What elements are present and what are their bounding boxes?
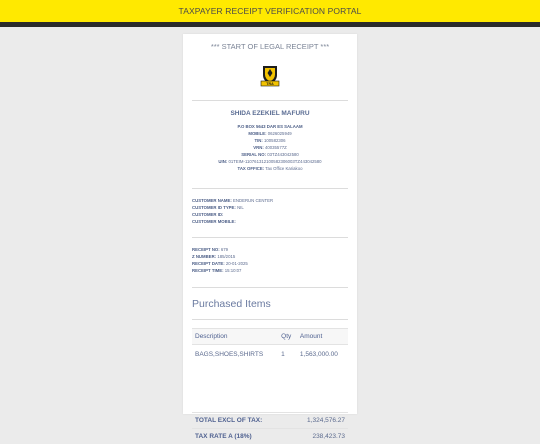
receipt-date: 20-01-2025 (226, 261, 248, 266)
portal-header (0, 0, 540, 22)
column-header-description: Description (192, 329, 278, 345)
item-amount: 1,563,000.00 (297, 345, 348, 365)
business-tax-office: Tax Office Kariakoo (265, 166, 302, 171)
business-serial: 03TZ443042580 (267, 152, 299, 157)
receipt-card (183, 34, 357, 414)
purchased-items-title: Purchased Items (192, 298, 271, 310)
header-divider (0, 22, 540, 27)
total-row (192, 429, 348, 444)
business-name: SHIDA EZEKIEL MAFURU (183, 110, 357, 117)
legal-receipt-header: *** START OF LEGAL RECEIPT *** (183, 42, 357, 51)
total-value: 1,324,576.27 (290, 413, 348, 429)
business-mobile: 0626025949 (268, 131, 292, 136)
divider (192, 287, 348, 288)
business-info: P.O BOX 5643 DAR ES SALAAM MOBILE: 0626025949 TIN: 100582306 VRN: 40035577Z SERIAL NO: 03TZ443042580 UIN: 01TEIM-110761312100582306003TZ443042580 TAX OFFICE: Tax Office Kariakoo (183, 123, 357, 172)
item-qty: 1 (278, 345, 297, 365)
divider (192, 237, 348, 238)
receipt-details: RECEIPT NO: 679 Z NUMBER: 185/2015 RECEIPT DATE: 20-01-2025 RECEIPT TIME: 15:10:07 (192, 246, 350, 274)
customer-name: ENDERUN CENTER (233, 198, 273, 203)
divider (192, 319, 348, 320)
receipt-time: 15:10:07 (225, 268, 242, 273)
table-header-row (192, 329, 348, 345)
business-vrn: 40035577Z (265, 145, 287, 150)
z-number: 185/2015 (217, 254, 235, 259)
total-value: 238,423.73 (290, 429, 348, 444)
table-row (192, 345, 348, 365)
logo-text: TRA (266, 82, 274, 86)
column-header-amount: Amount (297, 329, 348, 345)
portal-title: TAXPAYER RECEIPT VERIFICATION PORTAL (179, 6, 362, 16)
business-tin: 100582306 (264, 138, 286, 143)
tra-logo-icon (257, 62, 283, 88)
business-address: P.O BOX 5643 DAR ES SALAAM (237, 124, 302, 129)
customer-info: CUSTOMER NAME: ENDERUN CENTER CUSTOMER ID TYPE: NIL CUSTOMER ID: CUSTOMER MOBILE: (192, 197, 350, 225)
business-uin: 01TEIM-110761312100582306003TZ443042580 (228, 159, 321, 164)
total-label: TAX RATE A (18%) (192, 429, 290, 444)
divider (192, 100, 348, 101)
purchased-items-table (192, 328, 348, 364)
total-label: TOTAL EXCL OF TAX: (192, 413, 290, 429)
divider (192, 188, 348, 189)
item-description: BAGS,SHOES,SHIRTS (192, 345, 278, 365)
totals-table (192, 412, 348, 444)
customer-id-type: NIL (237, 205, 244, 210)
column-header-qty: Qty (278, 329, 297, 345)
receipt-number: 679 (221, 247, 228, 252)
total-row (192, 413, 348, 429)
